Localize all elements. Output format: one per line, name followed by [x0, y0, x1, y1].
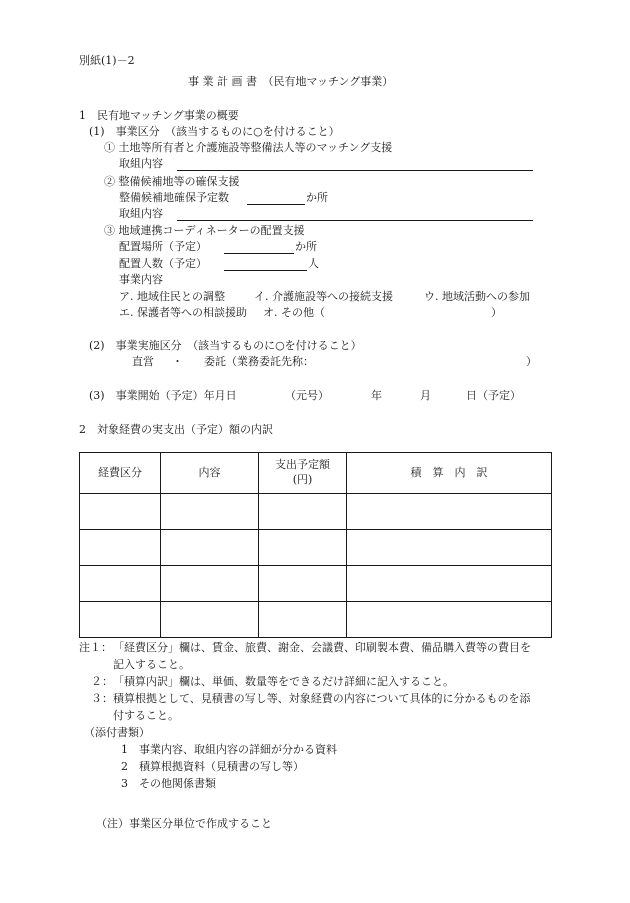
- choice-consign[interactable]: 委託（業務委託先称：: [204, 355, 314, 368]
- table-cell[interactable]: [80, 530, 161, 566]
- item3-people-label: 配置人数（予定）: [119, 257, 207, 270]
- option-u[interactable]: ウ. 地域活動への参加: [424, 290, 530, 303]
- start-day[interactable]: 日（予定）: [466, 389, 521, 402]
- item2-count-line[interactable]: [247, 204, 305, 205]
- table-cell[interactable]: [259, 602, 347, 638]
- note1-line2: 記入すること。: [113, 658, 190, 671]
- table-row: [80, 530, 552, 566]
- note1-label: 注１：: [79, 641, 112, 654]
- choice-separator: ・: [172, 355, 183, 368]
- section1-2-heading: (2) 事業実施区分 （該当するものに○を付けること）: [89, 339, 362, 352]
- item2-title: ② 整備候補地等の確保支援: [104, 175, 240, 188]
- attachment-item: 1 事業内容、取組内容の詳細が分かる資料: [121, 743, 337, 756]
- table-cell[interactable]: [161, 602, 259, 638]
- table-cell[interactable]: [161, 530, 259, 566]
- table-cell[interactable]: [347, 530, 552, 566]
- start-year[interactable]: 年: [371, 389, 382, 402]
- start-month[interactable]: 月: [420, 389, 431, 402]
- table-cell[interactable]: [80, 494, 161, 530]
- header-content: 内容: [161, 453, 259, 494]
- table-cell[interactable]: [161, 566, 259, 602]
- note3-line1: 積算根拠として、見積書の写し等、対象経費の内容について具体的に分かるものを添: [113, 692, 531, 705]
- note2-label: ２：: [91, 675, 113, 688]
- table-cell[interactable]: [80, 602, 161, 638]
- document-title: 事 業 計 画 書 （民有地マッチング事業）: [188, 75, 394, 88]
- option-o-close: ）: [491, 306, 502, 319]
- table-cell[interactable]: [80, 566, 161, 602]
- choice-direct[interactable]: 直営: [132, 355, 154, 368]
- attachments-heading: （添付書類）: [84, 726, 150, 739]
- item3-place-line[interactable]: [224, 253, 294, 254]
- table-cell[interactable]: [347, 566, 552, 602]
- table-cell[interactable]: [347, 494, 552, 530]
- item3-people-line[interactable]: [224, 270, 307, 271]
- item2-field-line[interactable]: [177, 220, 533, 221]
- choice-consign-close: ）: [526, 355, 537, 368]
- attachment-item: 3 その他関係書類: [121, 777, 216, 790]
- footer-note: （注）事業区分単位で作成すること: [96, 817, 272, 830]
- start-era[interactable]: （元号）: [285, 389, 329, 402]
- item3-content-label: 事業内容: [119, 273, 163, 286]
- header-calculation-breakdown: 積 算 内 訳: [347, 453, 552, 494]
- attachment-item: 2 積算根拠資料（見積書の写し等）: [121, 760, 304, 773]
- option-e[interactable]: エ. 保護者等への相談援助: [119, 306, 247, 319]
- cost-breakdown-table: [79, 452, 552, 638]
- item2-count-label: 整備候補地確保予定数: [119, 191, 229, 204]
- item3-place-unit: か所: [295, 240, 317, 253]
- table-cell[interactable]: [347, 602, 552, 638]
- table-row: [80, 602, 552, 638]
- option-a[interactable]: ア. 地域住民との調整: [119, 290, 225, 303]
- section1-heading: 1 民有地マッチング事業の概要: [79, 109, 239, 122]
- header-planned-amount: 支出予定額 (円): [259, 453, 347, 494]
- item3-place-label: 配置場所（予定）: [119, 240, 207, 253]
- item1-field-line[interactable]: [177, 170, 533, 171]
- section2-heading: 2 対象経費の実支出（予定）額の内訳: [79, 423, 273, 436]
- option-o[interactable]: オ. その他（: [263, 306, 325, 319]
- item1-title: ① 土地等所有者と介護施設等整備法人等のマッチング支援: [104, 141, 393, 154]
- item3-people-unit: 人: [308, 257, 319, 270]
- item1-field-label: 取組内容: [119, 157, 163, 170]
- table-header-row: [80, 453, 552, 494]
- item3-title: ③ 地域連携コーディネーターの配置支援: [104, 224, 305, 237]
- table-cell[interactable]: [259, 494, 347, 530]
- table-row: [80, 494, 552, 530]
- table-cell[interactable]: [161, 494, 259, 530]
- section1-3-heading: (3) 事業開始（予定）年月日: [89, 389, 237, 402]
- annex-label: 別紙(1)－2: [79, 54, 135, 67]
- table-cell[interactable]: [259, 566, 347, 602]
- item2-count-unit: か所: [306, 191, 328, 204]
- table-row: [80, 566, 552, 602]
- note3-line2: 付すること。: [113, 709, 179, 722]
- note1-line1: 「経費区分」欄は、賃金、旅費、謝金、会議費、印刷製本費、備品購入費等の費目を: [113, 641, 531, 654]
- note3-label: ３：: [91, 692, 113, 705]
- header-expense-category: 経費区分: [80, 453, 161, 494]
- option-i[interactable]: イ. 介護施設等への接続支援: [254, 290, 393, 303]
- item2-field-label: 取組内容: [119, 207, 163, 220]
- note2-text: 「積算内訳」欄は、単価、数量等をできるだけ詳細に記入すること。: [113, 675, 454, 688]
- table-cell[interactable]: [259, 530, 347, 566]
- section1-1-heading: (1) 事業区分 （該当するものに○を付けること）: [89, 125, 340, 138]
